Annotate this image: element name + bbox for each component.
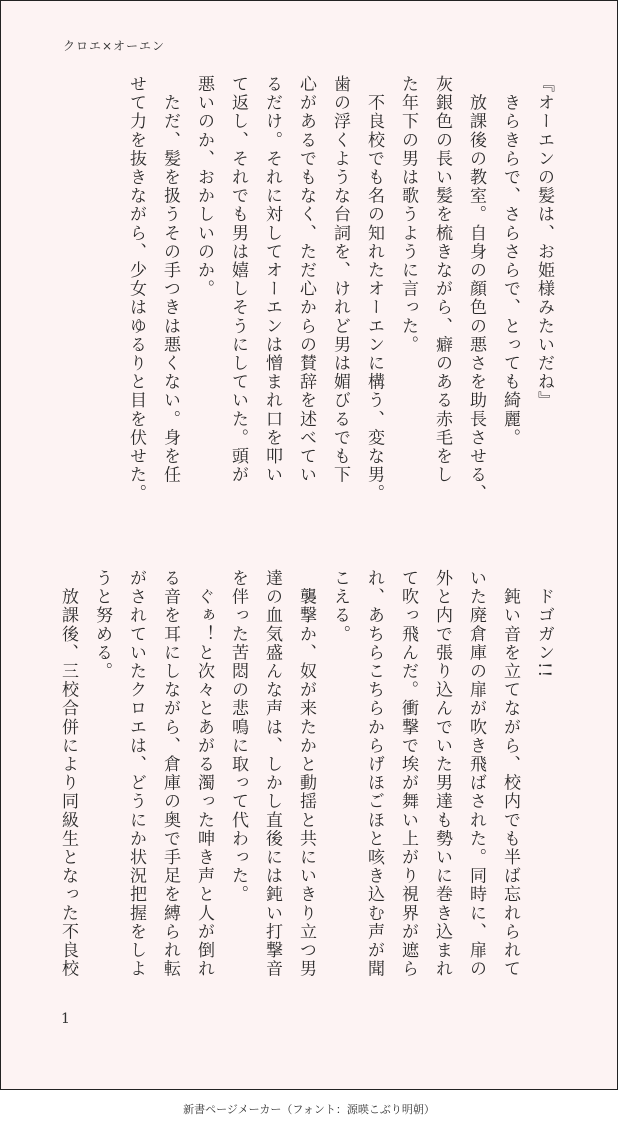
text-line: 達の血気盛んな声は、しかし直後には鈍い打撃音 — [262, 569, 282, 979]
text-line: 悪いのか、おかしいのか。 — [194, 75, 214, 299]
text-line: せて力を抜きながら、少女はゆるりと目を伏せた。 — [126, 75, 146, 503]
text-line: 外と内で張り込んでいた男達も勢いに巻き込まれ — [432, 569, 452, 979]
text-line: ただ、髪を扱うその手つきは悪くない。身を任 — [160, 75, 180, 485]
text-line: 歯の浮くような台詞を、けれど男は媚びるでも下 — [330, 75, 350, 485]
text-line: うと努める。 — [92, 569, 112, 681]
text-line: 不良校でも名の知れたオーエンに構う、変な男。 — [364, 75, 384, 503]
text-line: て吹っ飛んだ。衝撃で埃が舞い上がり視界が遮ら — [398, 569, 418, 979]
text-line: 襲撃か、奴が来たかと動揺と共にいきり立つ男 — [296, 569, 316, 979]
text-line: るだけ。それに対してオーエンは憎まれ口を叩い — [262, 75, 282, 485]
text-line: 放課後、三校合併により同級生となった不良校 — [58, 569, 78, 979]
footer-credit: 新書ページメーカー（フォント：源暎こぶり明朝） — [183, 1103, 435, 1116]
text-line: 灰銀色の長い髪を梳きながら、癖のある赤毛をし — [432, 75, 452, 485]
text-line: 心があるでもなく、ただ心からの賛辞を述べてい — [296, 75, 316, 485]
lower-text-block — [58, 569, 561, 1029]
text-line: れ、あちらこちらからげほごほと咳き込む声が聞 — [364, 569, 384, 979]
text-line: ぐぁ！と次々とあがる濁った呻き声と人が倒れ — [194, 569, 214, 979]
text-line: 『オーエンの髪は、お姫様みたいだね』 — [534, 75, 554, 410]
text-line: 鈍い音を立てながら、校内でも半ば忘れられて — [500, 569, 520, 979]
upper-text-block — [61, 75, 561, 535]
text-line: た年下の男は歌うように言った。 — [398, 75, 418, 354]
text-line: ドゴガン!! — [534, 569, 554, 679]
text-line: がされていたクロエは、どうにか状況把握をしよ — [126, 569, 146, 979]
page-number: 1 — [61, 1011, 70, 1027]
text-line: て返し、それでも男は嬉しそうにしていた。頭が — [228, 75, 248, 485]
text-line: る音を耳にしながら、倉庫の奥で手足を縛られ転 — [160, 569, 180, 979]
text-line: 放課後の教室。自身の顔色の悪さを助長させる、 — [466, 75, 486, 503]
page-header-title: クロエ×オーエン — [63, 39, 166, 53]
text-line: を伴った苦悶の悲鳴に取って代わった。 — [228, 569, 248, 904]
text-line: こえる。 — [330, 569, 350, 644]
text-line: いた廃倉庫の扉が吹き飛ばされた。同時に、扉の — [466, 569, 486, 979]
text-line: きらきらで、さらさらで、とっても綺麗。 — [500, 75, 520, 447]
